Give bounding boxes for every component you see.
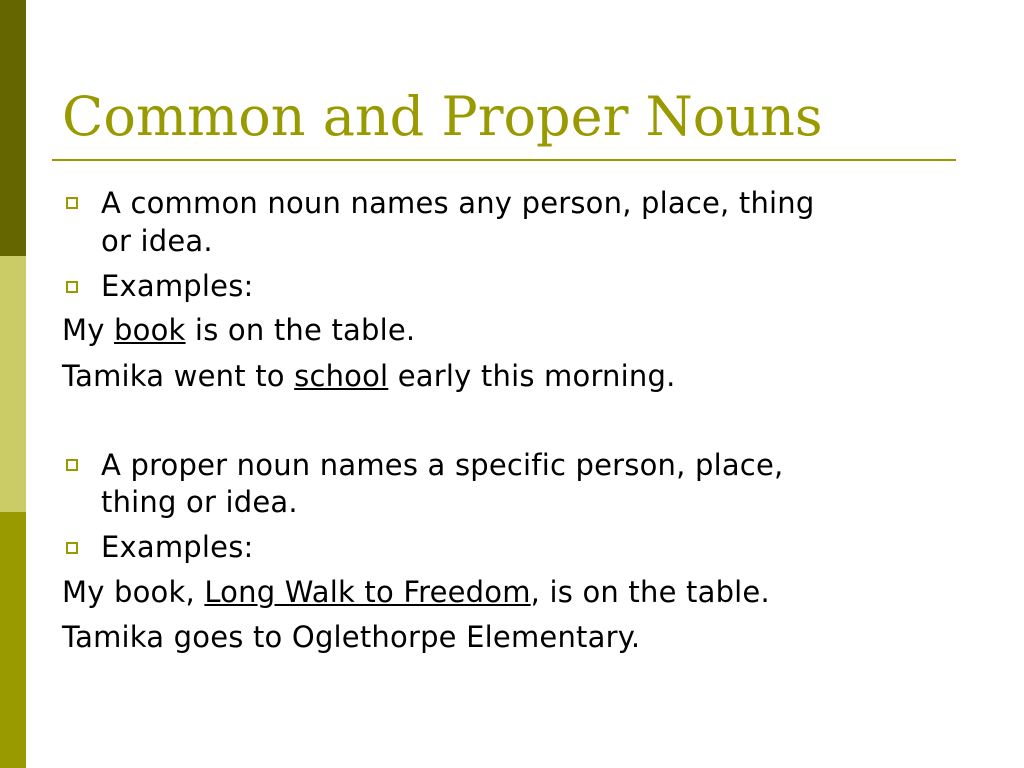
example-text-after: early this morning. <box>388 359 676 393</box>
square-bullet-icon <box>66 542 78 554</box>
example-text-after: is on the table. <box>185 313 416 347</box>
square-bullet-icon <box>66 281 78 293</box>
example-line <box>62 357 676 395</box>
slide-title: Common and Proper Nouns <box>62 85 823 148</box>
example-underlined-noun: book <box>114 313 186 347</box>
bullet-proper-noun-definition-line-2: thing or idea. <box>101 485 298 519</box>
bullet-examples-proper: Examples: <box>101 530 254 564</box>
example-text-before: My book, <box>62 575 205 609</box>
example-text-before: My <box>62 313 115 347</box>
bullet-proper-noun-definition-line-1: A proper noun names a specific person, place, <box>101 448 784 482</box>
example-underlined-noun: school <box>294 359 389 393</box>
example-line <box>62 311 415 349</box>
example-line <box>62 618 640 656</box>
example-text-before: Tamika goes to Oglethorpe Elementary. <box>62 620 641 654</box>
bullet-common-noun-definition-line-1: A common noun names any person, place, thing <box>101 186 815 220</box>
example-line <box>62 573 770 611</box>
example-text-after: , is on the table. <box>530 575 770 609</box>
bullet-examples-common: Examples: <box>101 269 254 303</box>
example-underlined-noun: Long Walk to Freedom <box>204 575 531 609</box>
example-text-before: Tamika went to <box>62 359 295 393</box>
bullet-common-noun-definition-line-2: or idea. <box>101 224 213 258</box>
square-bullet-icon <box>66 197 78 209</box>
square-bullet-icon <box>66 459 78 471</box>
